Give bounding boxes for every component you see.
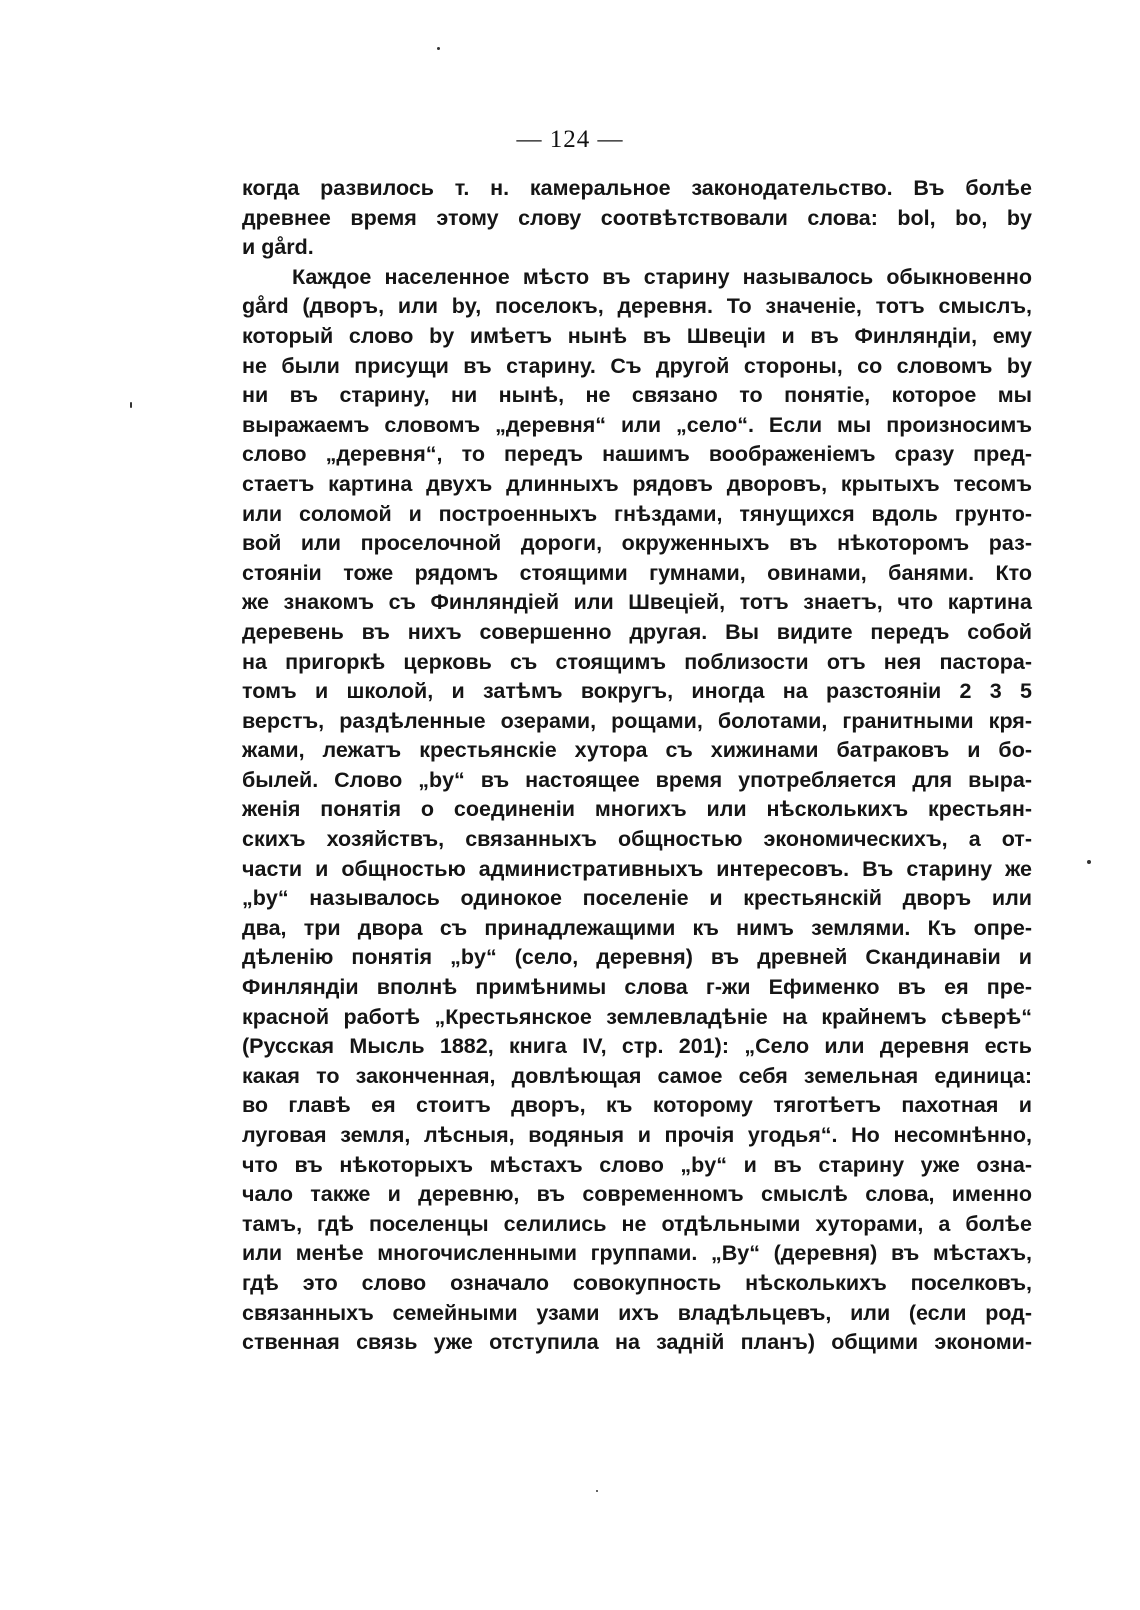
text-line: Каждое населенное мѣсто въ старину называлось обыкновенно: [292, 264, 1032, 289]
text-line: луговая земля, лѣсныя, водяныя и прочія угодья“. Но несомнѣнно,: [242, 1123, 1032, 1147]
text-line: или менѣе многочисленными группами. „By“ (деревня) въ мѣстахъ,: [242, 1241, 1032, 1266]
text-line: или соломой и построенныхъ гнѣздами, тянущихся вдоль грунто-: [242, 501, 1032, 526]
text-line: во главѣ ея стоитъ дворъ, къ которому тяготѣетъ пахотная и: [242, 1093, 1032, 1118]
text-line: гдѣ это слово означало совокупность нѣсколькихъ поселковъ,: [242, 1270, 1032, 1295]
text-line: вой или проселочной дороги, окруженныхъ въ нѣкоторомъ раз-: [242, 531, 1032, 556]
text-line: и gård.: [242, 235, 314, 260]
page-number: — 124 —: [516, 126, 624, 153]
text-line: когда развилось т. н. камеральное законодательство. Въ болѣе: [242, 176, 1032, 200]
text-line: стояніи тоже рядомъ стоящими гумнами, овинами, банями. Кто: [242, 560, 1032, 585]
text-line: деревень въ нихъ совершенно другая. Вы видите передъ собой: [242, 619, 1032, 644]
text-line: ственная связь уже отступила на задній планъ) общими экономи-: [242, 1330, 1032, 1355]
text-line: не были присущи въ старину. Съ другой стороны, со словомъ by: [242, 353, 1032, 378]
text-line: тамъ, гдѣ поселенцы селились не отдѣльными хуторами, а болѣе: [242, 1211, 1032, 1236]
text-line: верстъ, раздѣленные озерами, рощами, болотами, гранитными кря-: [242, 708, 1032, 733]
text-line: томъ и школой, и затѣмъ вокругъ, иногда на разстояніи 2 3 5: [242, 679, 1032, 704]
text-line: стаетъ картина двухъ длинныхъ рядовъ дворовъ, крытыхъ тесомъ: [242, 471, 1032, 496]
text-line: на пригоркѣ церковь съ стоящимъ поблизости отъ нея пастора-: [242, 649, 1032, 674]
text-line: дѣленію понятія „by“ (село, деревня) въ древней Скандинавіи и: [242, 945, 1032, 970]
paragraph: [242, 174, 1032, 263]
scan-speck: [130, 402, 132, 408]
body-text: [242, 174, 1032, 1358]
text-line: (Русская Мысль 1882, книга IV, стр. 201): „Село или деревня есть: [242, 1034, 1032, 1059]
text-line: gård (дворъ, или by, поселокъ, деревня. То значеніе, тотъ смыслъ,: [242, 294, 1032, 319]
text-line: связанныхъ семейными узами ихъ владѣльцевъ, или (если род-: [242, 1300, 1032, 1325]
scan-speck: [437, 47, 440, 50]
text-line: какая то законченная, довлѣющая самое себя земельная единица:: [242, 1063, 1032, 1088]
text-line: женія понятія о соединеніи многихъ или нѣсколькихъ крестьян-: [242, 797, 1032, 822]
text-line: скихъ хозяйствъ, связанныхъ общностью экономическихъ, а от-: [242, 827, 1032, 852]
text-line: жами, лежатъ крестьянскіе хутора съ хижинами батраковъ и бо-: [242, 738, 1032, 763]
text-line: красной работѣ „Крестьянское землевладѣніе на крайнемъ сѣверѣ“: [242, 1004, 1032, 1029]
text-line: древнее время этому слову соотвѣтствовали слова: bol, bo, by: [242, 205, 1032, 230]
scan-speck: [596, 1490, 598, 1492]
text-line: Финляндіи вполнѣ примѣнимы слова г-жи Ефименко въ ея пре-: [242, 975, 1032, 1000]
text-line: что въ нѣкоторыхъ мѣстахъ слово „by“ и въ старину уже озна-: [242, 1152, 1032, 1177]
scan-speck: [1087, 860, 1091, 864]
text-line: который слово by имѣетъ нынѣ въ Швеціи и въ Финляндіи, ему: [242, 323, 1032, 348]
text-line: выражаемъ словомъ „деревня“ или „село“. Если мы произносимъ: [242, 412, 1032, 437]
text-line: ни въ старину, ни нынѣ, не связано то понятіе, которое мы: [242, 383, 1032, 408]
text-line: слово „деревня“, то передъ нашимъ воображеніемъ сразу пред-: [242, 442, 1032, 467]
text-line: же знакомъ съ Финляндіей или Швеціей, тотъ знаетъ, что картина: [242, 590, 1032, 615]
text-line: части и общностью административныхъ интересовъ. Въ старину же: [242, 856, 1032, 881]
text-line: два, три двора съ принадлежащими къ нимъ землями. Къ опре-: [242, 915, 1032, 940]
paragraph: [242, 263, 1032, 1358]
text-line: „by“ называлось одинокое поселеніе и крестьянскій дворъ или: [242, 886, 1032, 911]
text-line: былей. Слово „by“ въ настоящее время употребляется для выра-: [242, 767, 1032, 792]
text-line: чало также и деревню, въ современномъ смыслѣ слова, именно: [242, 1182, 1032, 1207]
